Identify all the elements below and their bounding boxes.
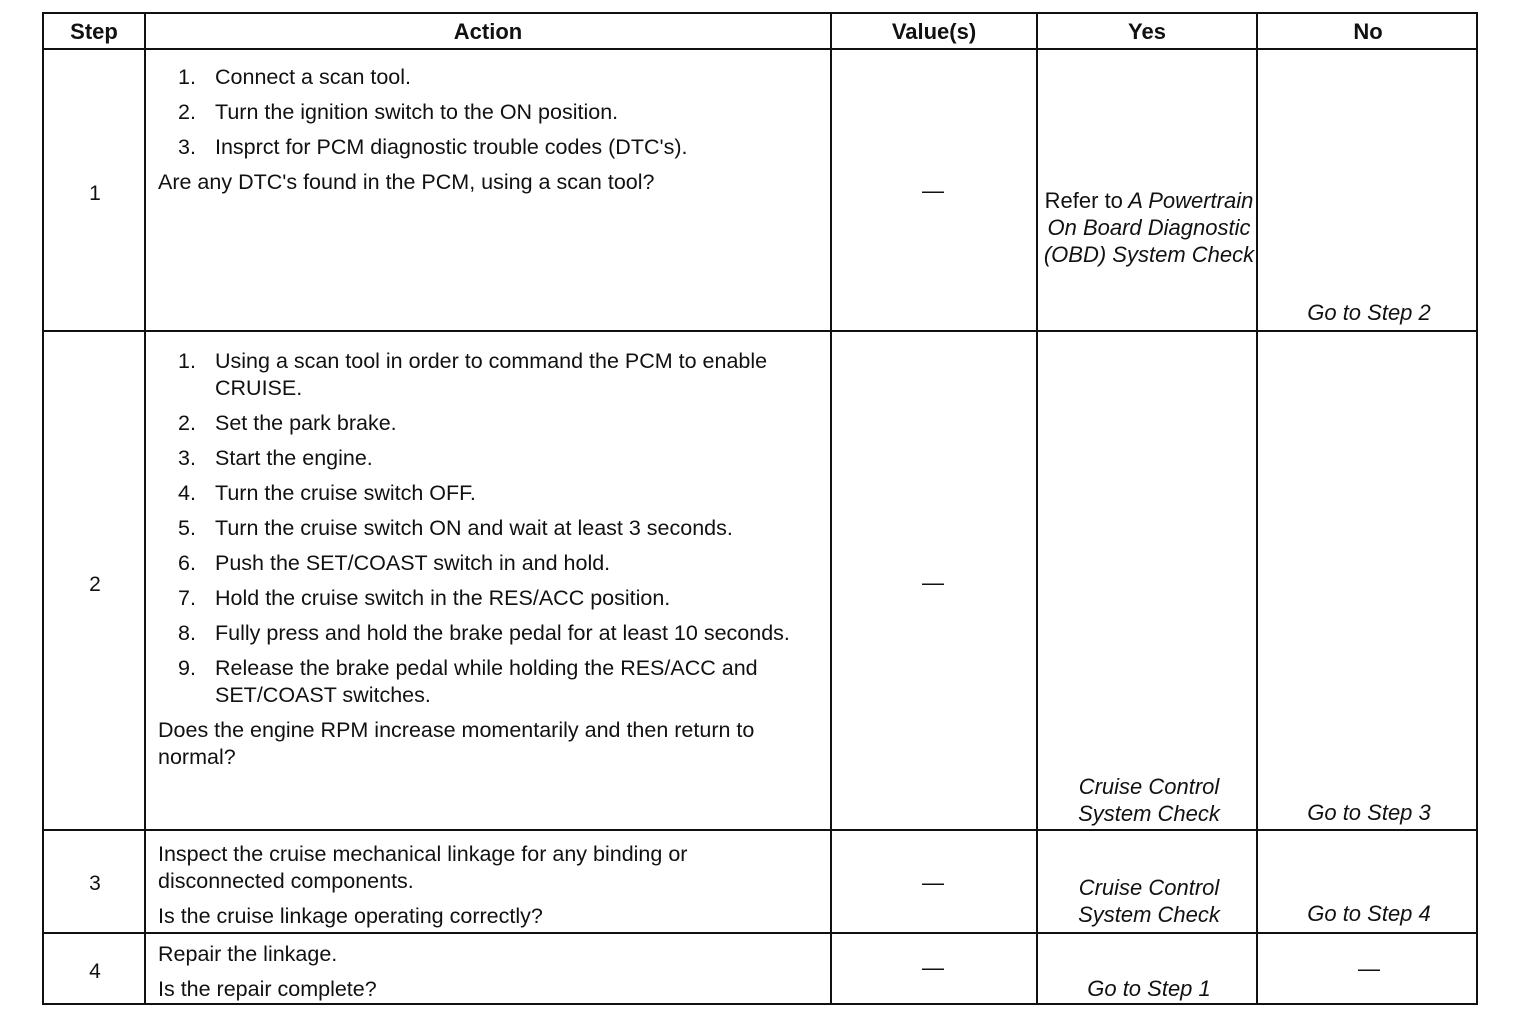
action-item: 5. Turn the cruise switch ON and wait at least 3 seconds. bbox=[178, 516, 733, 540]
action-question: Does the engine RPM increase momentarily and then return to normal? bbox=[158, 718, 755, 769]
header-action: Action bbox=[453, 19, 523, 44]
action-item: 4. Turn the cruise switch OFF. bbox=[178, 481, 476, 505]
step-1-yes bbox=[1040, 187, 1258, 268]
step-number: 4 bbox=[89, 960, 101, 983]
action-text: Inspect the cruise mechanical linkage for any binding or disconnected components. bbox=[158, 842, 688, 893]
column-divider bbox=[1036, 14, 1038, 1003]
action-question: Is the cruise linkage operating correctly? bbox=[158, 904, 543, 928]
value-dash: — bbox=[922, 570, 944, 595]
step-1-no: Go to Step 2 bbox=[1307, 300, 1431, 325]
step-number: 1 bbox=[89, 182, 101, 205]
refer-prefix: Refer to bbox=[1044, 188, 1123, 213]
action-item: 6. Push the SET/COAST switch in and hold. bbox=[178, 551, 611, 575]
action-item: 3. Start the engine. bbox=[178, 446, 373, 470]
action-item: 9. Release the brake pedal while holding the RES/ACC and SET/COAST switches. bbox=[178, 656, 758, 707]
step-number: 2 bbox=[89, 573, 101, 596]
action-text: Repair the linkage. bbox=[158, 942, 338, 966]
step-4-action bbox=[158, 941, 818, 1011]
step-4-yes: Go to Step 1 bbox=[1087, 976, 1211, 1001]
row-divider bbox=[44, 330, 1476, 332]
header-no: No bbox=[1353, 19, 1383, 44]
value-dash: — bbox=[922, 178, 944, 203]
column-divider bbox=[830, 14, 832, 1003]
action-item: 2. Set the park brake. bbox=[178, 411, 397, 435]
header-values: Value(s) bbox=[891, 19, 977, 44]
action-question: Are any DTC's found in the PCM, using a scan tool? bbox=[158, 170, 655, 194]
step-2-yes: Cruise Control System Check bbox=[1078, 774, 1220, 826]
header-yes: Yes bbox=[1128, 19, 1166, 44]
step-number: 3 bbox=[89, 872, 101, 895]
action-item: 3. Insprct for PCM diagnostic trouble codes (DTC's). bbox=[178, 135, 688, 159]
action-item: 2. Turn the ignition switch to the ON position. bbox=[178, 100, 619, 124]
step-3-action bbox=[158, 841, 818, 938]
header-step: Step bbox=[70, 19, 118, 44]
action-question: Is the repair complete? bbox=[158, 977, 377, 1001]
row-divider bbox=[44, 829, 1476, 831]
step-3-yes: Cruise Control System Check bbox=[1078, 875, 1220, 927]
step-4-no: — bbox=[1358, 956, 1380, 981]
action-item: 8. Fully press and hold the brake pedal for at least 10 seconds. bbox=[178, 621, 790, 645]
action-item: 7. Hold the cruise switch in the RES/ACC position. bbox=[178, 586, 671, 610]
action-item: 1. Using a scan tool in order to command the PCM to enable CRUISE. bbox=[178, 349, 768, 400]
value-dash: — bbox=[922, 870, 944, 895]
step-3-no: Go to Step 4 bbox=[1307, 901, 1431, 926]
step-2-action bbox=[158, 348, 818, 779]
step-2-no: Go to Step 3 bbox=[1307, 800, 1431, 825]
refer-link: A Powertrain On Board Diagnostic (OBD) System Check bbox=[1043, 188, 1255, 267]
action-item: 1. Connect a scan tool. bbox=[178, 65, 412, 89]
step-1-action bbox=[158, 64, 818, 204]
column-divider bbox=[1256, 14, 1258, 1003]
diagnostic-table bbox=[42, 12, 1478, 1005]
column-divider bbox=[144, 14, 146, 1003]
value-dash: — bbox=[922, 955, 944, 980]
